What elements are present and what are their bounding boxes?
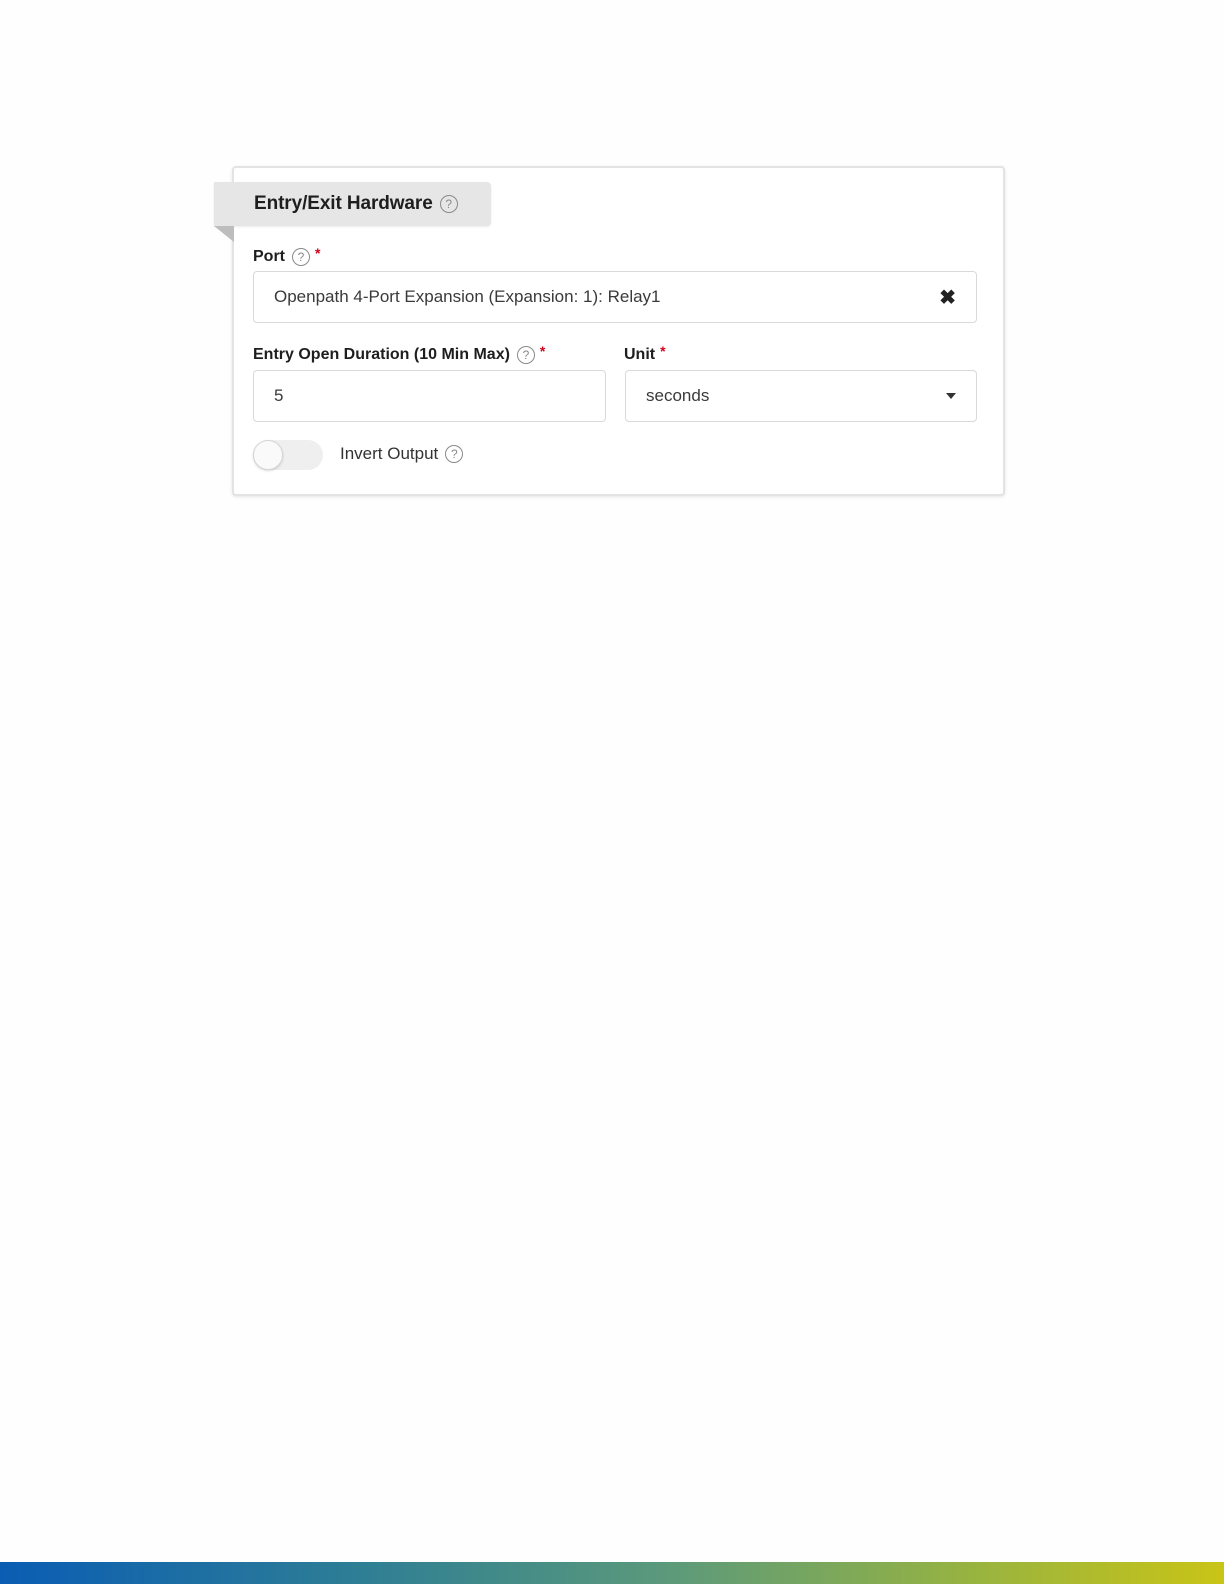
section-title: Entry/Exit Hardware (254, 193, 433, 214)
required-marker: * (315, 245, 321, 261)
port-select[interactable] (253, 271, 977, 323)
ribbon-fold (214, 226, 234, 242)
required-marker: * (660, 343, 666, 359)
invert-output-label-text: Invert Output (340, 444, 439, 463)
duration-input-value: 5 (274, 386, 284, 405)
toggle-knob (253, 440, 283, 470)
duration-input[interactable] (253, 370, 606, 422)
help-icon[interactable]: ? (292, 248, 310, 266)
unit-select[interactable] (625, 370, 977, 422)
invert-output-toggle[interactable] (253, 440, 323, 470)
port-label (253, 245, 321, 266)
help-icon[interactable]: ? (445, 445, 463, 463)
help-icon[interactable]: ? (517, 346, 535, 364)
section-header-ribbon (214, 182, 491, 226)
required-marker: * (539, 343, 546, 359)
duration-label (253, 343, 546, 364)
help-icon[interactable]: ? (440, 195, 458, 213)
entry-exit-hardware-card (232, 166, 1005, 496)
port-select-value: Openpath 4-Port Expansion (Expansion: 1): Relay1 (274, 287, 661, 306)
unit-select-value: seconds (646, 386, 710, 405)
duration-label-text: Entry Open Duration (10 Min Max) (253, 346, 510, 363)
unit-label (624, 343, 666, 364)
unit-label-text: Unit (624, 346, 656, 363)
caret-down-icon[interactable] (946, 393, 956, 399)
invert-output-label (340, 444, 463, 464)
port-label-text: Port (253, 248, 285, 265)
close-icon[interactable]: ✖ (939, 286, 956, 309)
brand-gradient-bar (0, 1562, 1224, 1584)
